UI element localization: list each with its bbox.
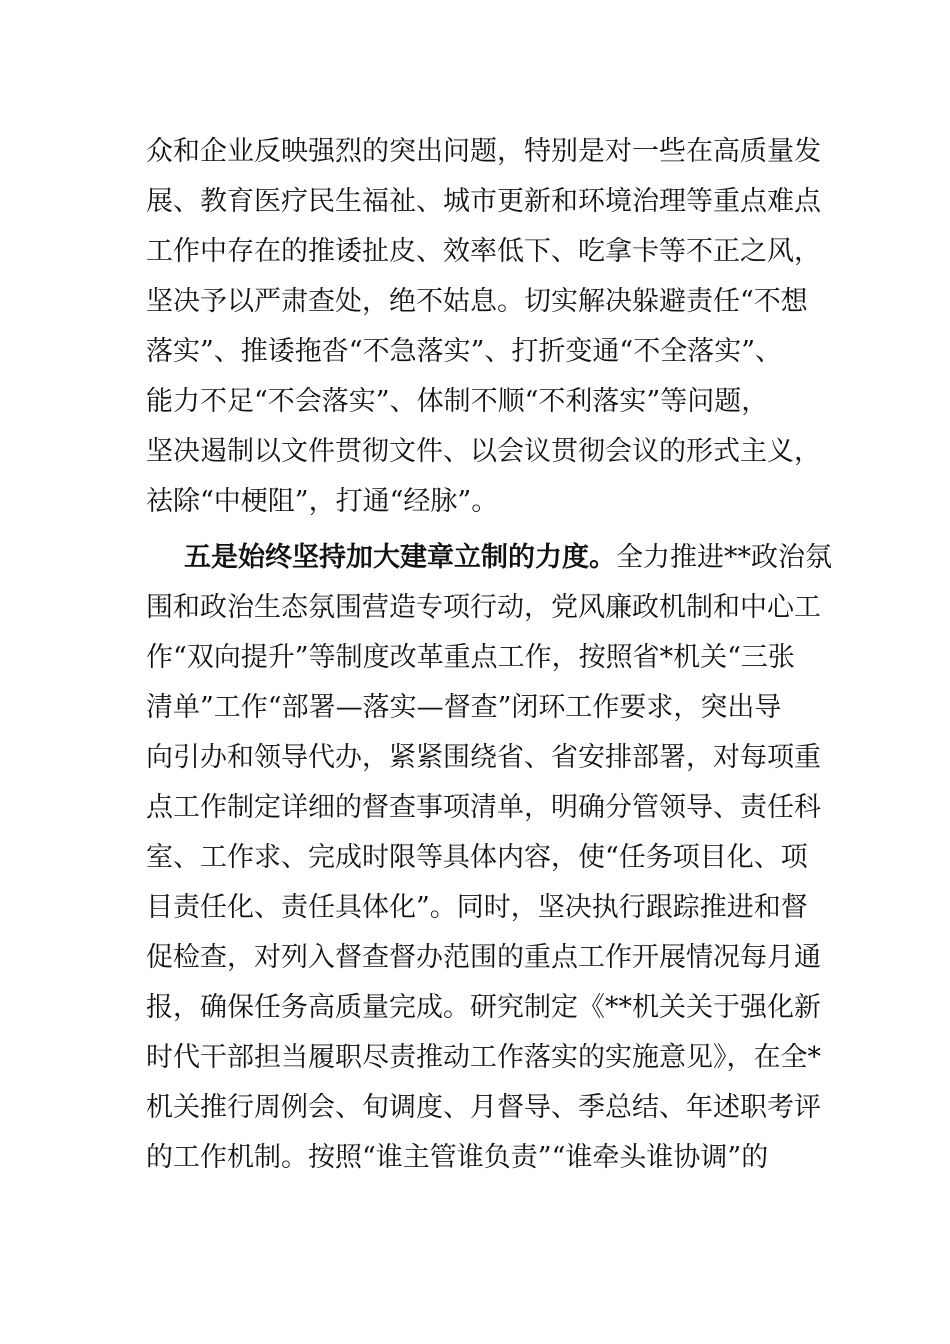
paragraph-first-line	[146, 533, 832, 583]
text-line: 点工作制定详细的督查事项清单，明确分管领导、责任科	[146, 792, 821, 823]
text-line: 的工作机制。按照“谁主管谁负责”“谁牵头谁协调”的	[146, 1142, 769, 1173]
text-line: 机关推行周例会、旬调度、月督导、季总结、年述职考评	[146, 1092, 821, 1123]
text-line: 能力不足“不会落实”、体制不顺“不利落实”等问题，	[146, 386, 769, 417]
text-line: 展、教育医疗民生福祉、城市更新和环境治理等重点难点	[146, 186, 821, 217]
paragraph-1	[146, 127, 821, 527]
text-line: 向引办和领导代办，紧紧围绕省、省安排部署，对每项重	[146, 742, 821, 773]
text-run: 全力推进**政治氛	[616, 542, 832, 573]
text-line: 众和企业反映强烈的突出问题，特别是对一些在高质量发	[146, 136, 821, 167]
text-line: 促检查，对列入督查督办范围的重点工作开展情况每月通	[146, 942, 821, 973]
text-line: 室、工作求、完成时限等具体内容，使“任务项目化、项	[146, 842, 808, 873]
text-line: 报，确保任务高质量完成。研究制定《**机关关于强化新	[146, 992, 821, 1023]
text-line: 坚决遏制以文件贯彻文件、以会议贯彻会议的形式主义，	[146, 436, 821, 467]
section-heading-bold: 五是始终坚持加大建章立制的力度。	[184, 542, 616, 573]
paragraph-2	[146, 533, 832, 1183]
text-line: 坚决予以严肃查处，绝不姑息。切实解决躲避责任“不想	[146, 286, 808, 317]
text-line: 工作中存在的推诿扯皮、效率低下、吃拿卡等不正之风，	[146, 236, 821, 267]
text-line: 目责任化、责任具体化”。同时，坚决执行跟踪推进和督	[146, 892, 808, 923]
text-line: 围和政治生态氛围营造专项行动，党风廉政机制和中心工	[146, 592, 821, 623]
text-line: 清单”工作“部署—落实—督查”闭环工作要求，突出导	[146, 692, 782, 723]
text-line: 祛除“中梗阻”，打通“经脉”。	[146, 486, 499, 517]
text-line: 时代干部担当履职尽责推动工作落实的实施意见》，在全*	[146, 1042, 821, 1073]
text-line: 落实”、推诿拖沓“不急落实”、打折变通“不全落实”、	[146, 336, 783, 367]
text-line: 作“双向提升”等制度改革重点工作，按照省*机关“三张	[146, 642, 795, 673]
